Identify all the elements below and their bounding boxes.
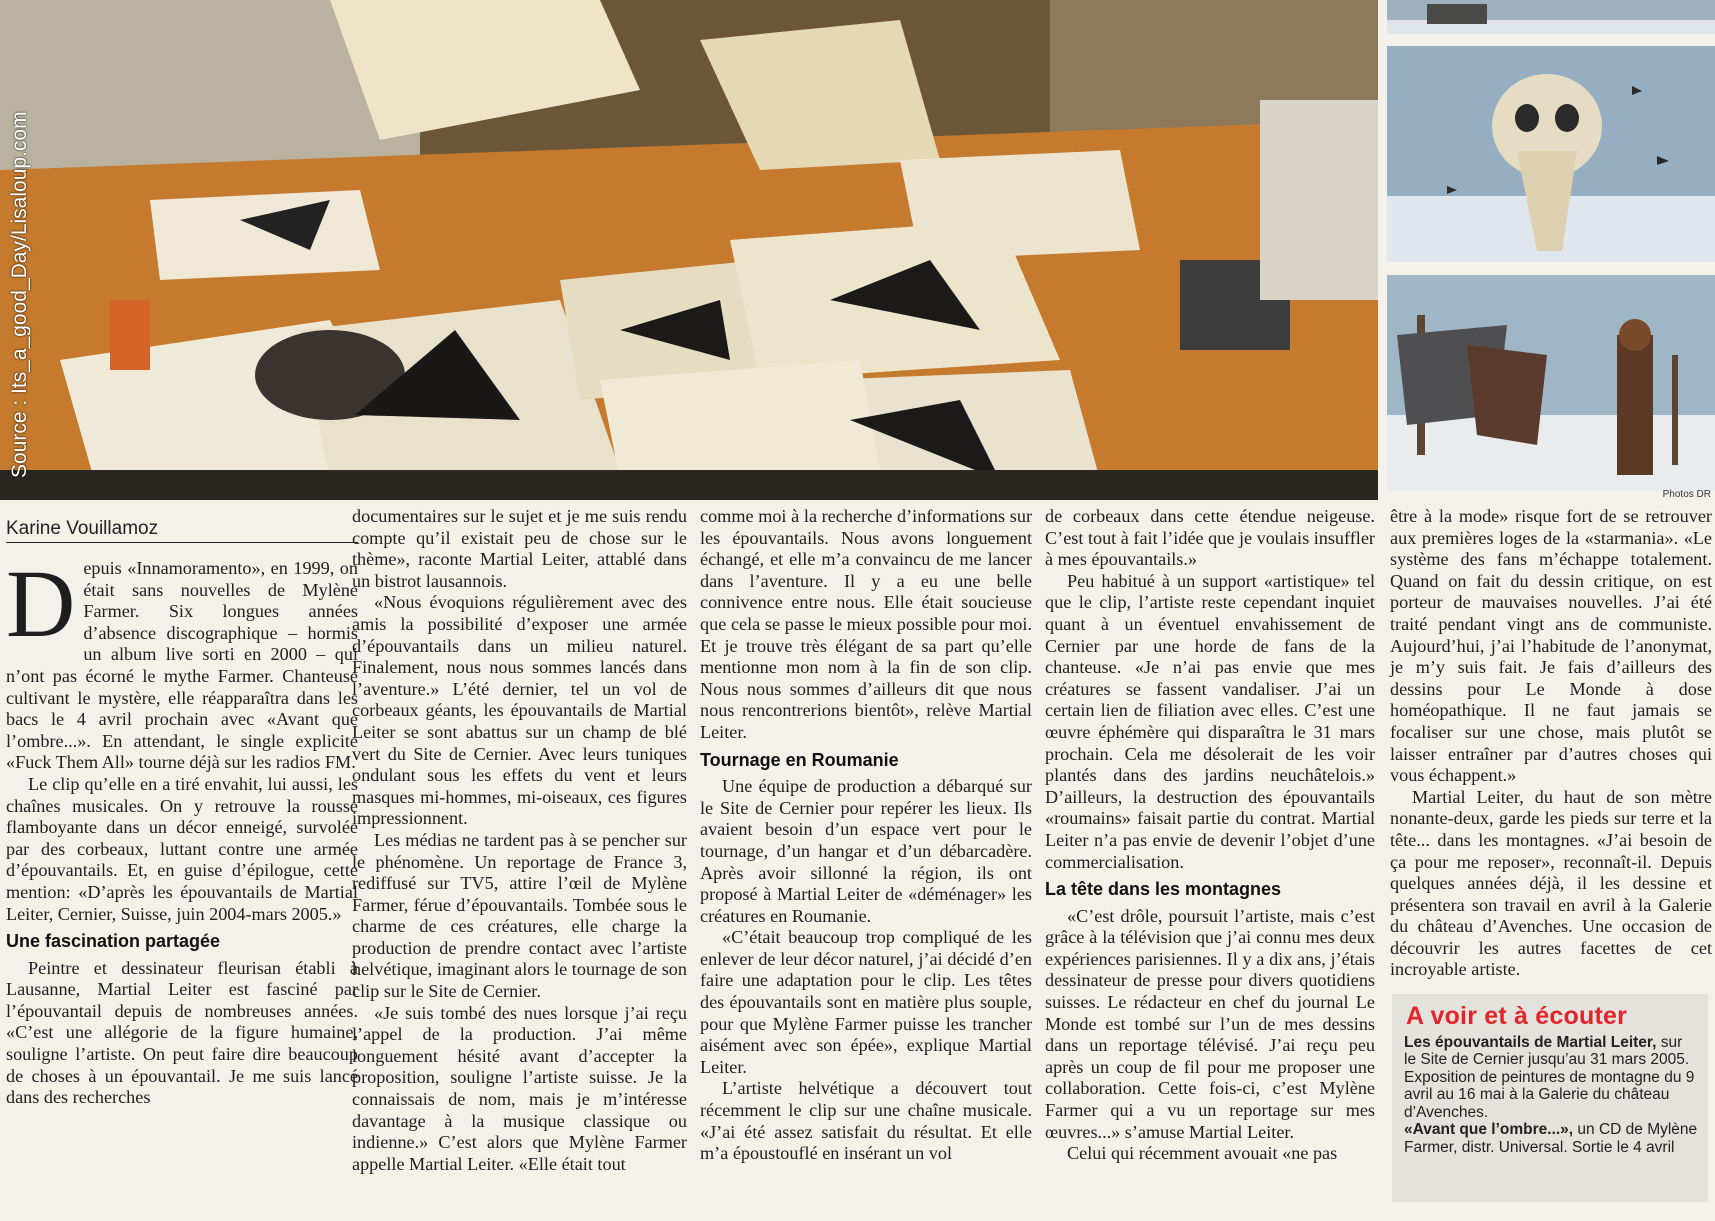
info-box-body bbox=[1392, 1034, 1708, 1157]
drop-cap: D bbox=[6, 550, 76, 657]
scarecrow-field-photo bbox=[1387, 275, 1715, 491]
paragraph: «C’était beaucoup trop compliqué de les enlever de leur décor naturel, j’ai décidé d’en faire une adaptation pour le clip. Les têtes des épouvantails sont en matière plus souple, pour que Mylène Farmer puisse les trancher aisément avec son épée», explique Martial Leiter. bbox=[700, 927, 1032, 1077]
thumbnail-photo-top bbox=[1387, 0, 1715, 34]
info-box bbox=[1392, 994, 1708, 1202]
paragraph: Peintre et dessinateur fleurisan établi à Lausanne, Martial Leiter est fasciné par l’épouvantail depuis de nombreuses années. «C’est une allégorie de la figure humaine, souligne l’artiste. On peut faire dire beaucoup de choses à un épouvantail. Je me suis lancé dans des recherches bbox=[6, 957, 358, 1108]
source-caption: Source : Its_a_good_Day/Lisaloup.com bbox=[8, 111, 31, 478]
article-column-2 bbox=[352, 506, 687, 1175]
paragraph: Le clip qu’elle en a tiré envahit, lui aussi, les chaînes musicales. On y retrouve la rousse flamboyante dans un décor enneigé, survolée par des corbeaux, luttant contre une armée d’épouvantails. Et, en guise d’épilogue, cette mention: «D’après les épouvantails de Martial Leiter, Cernier, Suisse, juin 2004-mars 2005.» bbox=[6, 773, 358, 924]
paragraph: documentaires sur le sujet et je me suis rendu compte qu’il existait peu de chose sur le thème», raconte Martial Leiter, attablé dans un bistrot lausannois. bbox=[352, 506, 687, 591]
subheading: Tournage en Roumanie bbox=[700, 749, 899, 770]
article-column-4 bbox=[1045, 506, 1375, 1165]
article-column-3 bbox=[700, 506, 1032, 1165]
paragraph: Martial Leiter, du haut de son mètre nonante-deux, garde les pieds sur terre et la tête... dans les montagnes. «J’ai besoin de ça pour me reposer», reconnaît-il. Depuis quelques années déjà, il les dessine et présentera son travail en avril à la Galerie du château d’Avenches. Une occasion de découvrir les autres facettes de cet incroyable artiste. bbox=[1390, 786, 1712, 980]
paragraph-text: epuis «Innamoramento», en 1999, on était sans nouvelles de Mylène Farmer. Six longues années d’absence discographique – hormis un album live sorti en 2000 – qui n’ont pas écorné le mythe Farmer. Chanteuse cultivant le mystère, elle réapparaîtra dans les bacs le 4 avril prochain avec «Avant que l’ombre...». En attendant, le single explicite «Fuck Them All» tourne déjà sur les radios FM. bbox=[6, 558, 358, 773]
photo-credit: Photos DR bbox=[1662, 489, 1711, 500]
paragraph: «C’est drôle, poursuit l’artiste, mais c’est grâce à la télévision que j’ai connu mes deux expériences parisiennes. Il y a dix ans, j’étais dessinateur de presse pour divers quotidiens suisses. Le rédacteur en chef du journal Le Monde est tombé sur l’un de mes dessins dans un reportage télévisé. J’ai reçu peu après un coup de fil pour me proposer une collaboration. Cette fois-ci, c’est Mylène Farmer qui a vu un reportage sur mes œuvres...» s’amuse Martial Leiter. bbox=[1045, 905, 1375, 1142]
paragraph: L’artiste helvétique a découvert tout récemment le clip sur une chaîne musicale. «J’ai été assez satisfait du résultat. Et elle m’a époustouflé en insérant un vol bbox=[700, 1078, 1032, 1164]
byline: Karine Vouillamoz bbox=[6, 518, 358, 543]
article-column-5 bbox=[1390, 506, 1712, 981]
info-item-exhibition bbox=[1404, 1034, 1698, 1122]
info-item-title: «Avant que l’ombre...», bbox=[1404, 1121, 1574, 1138]
article-column-1 bbox=[6, 550, 358, 1109]
paragraph: de corbeaux dans cette étendue neigeuse. C’est tout à fait l’idée que je voulais insuffler à mes épouvantails.» bbox=[1045, 506, 1375, 570]
paragraph: «Nous évoquions régulièrement avec des amis la possibilité d’exposer une armée d’épouvantails dans un milieu naturel. Finalement, nous nous sommes lancés dans l’aventure.» L’été dernier, tel un vol de corbeaux géants, les épouvantails de Martial Leiter se sont abattus sur un champ de blé vert du Site de Cernier. Avec leurs tuniques ondulant sous les effets du vent et leurs masques mi-hommes, mi-oiseaux, ces figures impressionnent. bbox=[352, 592, 687, 829]
info-item-text: un CD de Mylène Farmer, distr. Universal. Sortie le 4 avril bbox=[1404, 1121, 1698, 1156]
paragraph: Peu habitué à un support «artistique» tel que le clip, l’artiste reste cependant inquiet quant à un éventuel envahissement de Cernier par une horde de fans de la chanteuse. «Je n’ai pas envie que mes créatures se fassent vandaliser. J’ai un certain lien de filiation avec elles. C’est une œuvre éphémère qui disparaîtra le 31 mars prochain. Cela me désolerait de les voir plantés dans des jardins neuchâtelois.» D’ailleurs, la destruction des épouvantails «roumains» faisait partie du contrat. Martial Leiter n’a pas envie de devenir l’objet d’une commercialisation. bbox=[1045, 570, 1375, 872]
paragraph: «Je suis tombé des nues lorsque j’ai reçu l’appel de la production. J’ai même longuement hésité avant d’accepter la proposition, souligne l’artiste suisse. Je la connaissais de nom, mais je m’intéresse davantage à la musique classique ou indienne.» C’est alors que Mylène Farmer appelle Martial Leiter. «Elle était tout bbox=[352, 1002, 687, 1174]
paragraph bbox=[6, 550, 358, 774]
mask-photo bbox=[1387, 46, 1715, 262]
paragraph: Celui qui récemment avouait «ne pas bbox=[1067, 1143, 1338, 1164]
info-item-text: sur le Site de Cernier jusqu’au 31 mars 2005. Exposition de peintures de montagne du 9 avril au 16 mai à la Galerie du château d’Avenches. bbox=[1404, 1033, 1695, 1121]
paragraph: Une équipe de production a débarqué sur le Site de Cernier pour repérer les lieux. Ils avaient besoin d’un espace vert pour le tournage, d’un hangar et d’un débarcadère. Après avoir sillonné la région, ils ont proposé à Martial Leiter de «déménager» les créatures en Roumanie. bbox=[700, 776, 1032, 926]
studio-photo bbox=[0, 0, 1378, 500]
info-box-title: A voir et à écouter bbox=[1406, 1002, 1627, 1030]
info-item-cd bbox=[1404, 1121, 1698, 1156]
paragraph: comme moi à la recherche d’informations sur les épouvantails. Nous avons longuement échangé, et elle m’a convaincu de me lancer dans l’aventure. Il y a eu une belle connivence entre nous. Elle était soucieuse que cela se passe le mieux possible pour moi. Et je trouve très élégant de sa part qu’elle mentionne mon nom à la fin de son clip. Nous nous sommes d’ailleurs dit que nous nous rencontrerions bientôt», relève Martial Leiter. bbox=[700, 506, 1032, 742]
paragraph: être à la mode» risque fort de se retrouver aux premières loges de la «starmania». «Le système des fans m’échappe totalement. Quand on fait du dessin critique, on est porteur de mauvaises nouvelles. J’ai été traité pendant vingt ans de communiste. Aujourd’hui, j’ai l’habitude de l’anonymat, je m’y suis fait. Je fais d’ailleurs des dessins pour Le Monde à dose homéopathique. Il ne faut jamais se focaliser sur une chose, mais plutôt se laisser entraîner par d’autres choses qui vous échappent.» bbox=[1390, 506, 1712, 786]
subheading: Une fascination partagée bbox=[6, 931, 221, 952]
paragraph: Les médias ne tardent pas à se pencher sur le phénomène. Un reportage de France 3, rediffusé sur TV5, attire l’œil de Mylène Farmer, férue d’épouvantails. Tombée sous le charme de ces créatures, elle charge la production de prendre contact avec l’artiste helvétique, imaginant alors le tournage de son clip sur le Site de Cernier. bbox=[352, 829, 687, 1002]
info-item-title: Les épouvantails de Martial Leiter, bbox=[1404, 1033, 1657, 1051]
subheading: La tête dans les montagnes bbox=[1045, 879, 1282, 900]
